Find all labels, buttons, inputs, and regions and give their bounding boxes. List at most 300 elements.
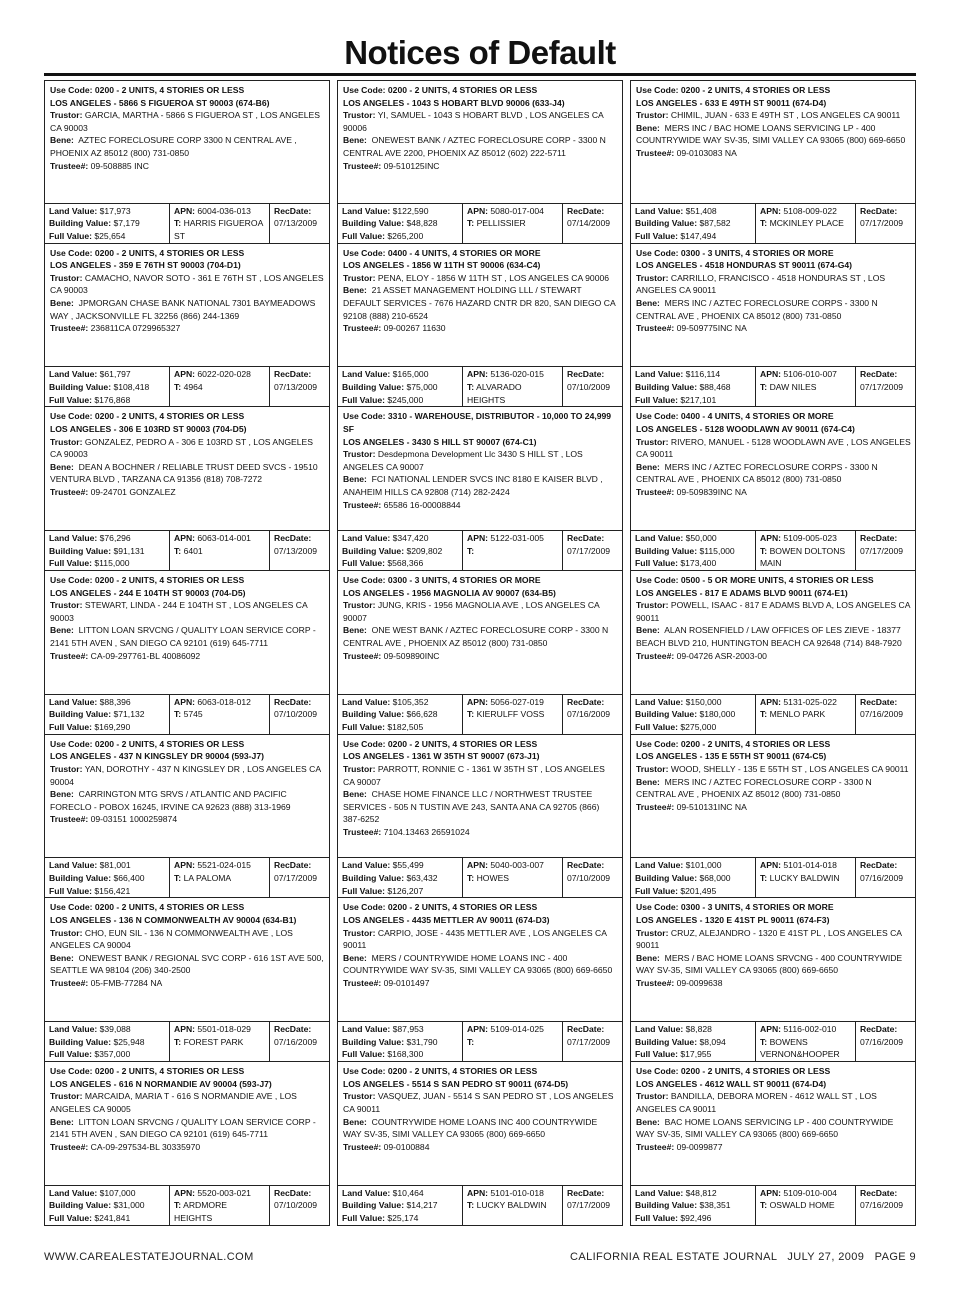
land-label: Land Value: [49,1187,98,1198]
bene-value: JPMORGAN CHASE BANK NATIONAL 7301 BAYMEADOWS WAY , JACKSONVILLE FL 32256 (866) 244-1369 [50,298,316,321]
trustee-label: Trustee#: [636,978,675,988]
tract-value: BOWENS VERNON&HOOPER [760,1036,840,1060]
apn-label: APN: [760,1024,782,1035]
value-cell [338,1186,462,1225]
recdate-label: RecDate: [860,1024,898,1035]
recdate-label: RecDate: [860,1187,898,1198]
trustor-value: GONZALEZ, PEDRO A - 306 E 103RD ST , LOS ANGELES CA 90003 [50,436,313,460]
bene-label: Bene: [636,625,660,636]
trustor-value: Desdepmona Development Llc 3430 S HILL ST , LOS ANGELES CA 90007 [343,449,583,472]
bene-line [343,473,618,498]
tract-label: T: [760,873,768,884]
trustor-label: Trustor: [343,110,376,121]
notice-values [631,203,915,243]
recdate-label: RecDate: [567,369,605,380]
trustee-line [343,322,618,335]
apn-value: 6063-018-012 [197,696,251,707]
building-label: Building Value: [49,218,112,229]
tract-value: ARDMORE HEIGHTS [174,1200,228,1223]
building-value: $75,000 [406,381,438,392]
bene-label: Bene: [50,1116,74,1127]
recdate-cell [562,204,622,243]
bene-label: Bene: [50,298,74,309]
property-address: LOS ANGELES - 136 N COMMONWEALTH AV 90004 (634-B1) [50,915,297,926]
bene-line [50,788,325,813]
bene-value: ONE WEST BANK / AZTEC FORECLOSURE CORP - 3300 N CENTRAL AVE , PHOENIX AZ 85012 (800) 731-0850 [343,625,609,649]
building-label: Building Value: [49,381,112,392]
full-value: $241,841 [94,1213,131,1223]
notice-description [631,1062,915,1185]
full-value: $168,300 [387,1049,424,1060]
bene-value: CARRINGTON MTG SRVS / ATLANTIC AND PACIFIC FORECLO - POBOX 16245, IRVINE CA 92623 (888) 313-1969 [50,789,291,812]
bene-label: Bene: [50,461,74,472]
trustor-line [343,763,618,788]
bene-label: Bene: [636,1116,660,1127]
recdate-value: 07/16/2009 [860,709,904,720]
recdate-value: 07/16/2009 [860,1036,904,1047]
bene-label: Bene: [50,789,74,800]
apn-cell [169,531,269,570]
building-value: $25,948 [113,1036,145,1047]
apn-value: 5101-010-018 [490,1187,544,1198]
recdate-cell [269,1022,329,1061]
land-label: Land Value: [635,696,684,707]
tract-label: T: [467,545,475,556]
trustee-label: Trustee#: [636,650,675,661]
land-label: Land Value: [342,696,391,707]
use-code: Use Code: 0300 - 3 UNITS, 4 STORIES OR MORE [636,247,834,258]
property-address: LOS ANGELES - 1320 E 41ST PL 90011 (674-F3) [636,915,830,926]
trustee-value: CA-09-297534-BL 30335970 [90,1141,201,1152]
use-code: Use Code: 0300 - 3 UNITS, 4 STORIES OR MORE [343,575,541,586]
tract-label: T: [467,218,475,229]
building-value: $88,468 [699,381,731,392]
trustee-label: Trustee#: [636,486,675,497]
notice-card [630,407,916,571]
trustor-value: CARPIO, JOSE - 4435 METTLER AVE , LOS ANGELES CA 90011 [343,927,607,951]
notice-values [45,366,329,406]
notice-values [45,694,329,734]
tract-value: LA PALOMA [183,873,232,884]
property-address: LOS ANGELES - 244 E 104TH ST 90003 (704-D5) [50,587,246,598]
land-label: Land Value: [635,533,684,544]
tract-value: 5745 [183,709,203,720]
land-label: Land Value: [342,369,391,380]
full-value: $147,494 [680,230,717,241]
apn-label: APN: [760,1187,782,1198]
trustor-value: CRUZ, ALEJANDRO - 1320 E 41ST PL , LOS ANGELES CA 90011 [636,927,902,951]
apn-label: APN: [174,860,196,871]
full-value: $156,421 [94,885,131,896]
building-value: $87,582 [699,218,731,229]
apn-cell [462,204,562,243]
full-label: Full Value: [635,885,678,896]
trustor-line [343,448,618,473]
bene-line [636,952,911,977]
value-cell [45,204,169,243]
building-value: $63,432 [406,873,438,884]
apn-label: APN: [174,1024,196,1035]
full-label: Full Value: [342,394,385,405]
trustor-line [636,109,911,122]
trustee-line [636,1141,911,1154]
notice-values [45,1185,329,1225]
recdate-label: RecDate: [274,860,312,871]
recdate-value: 07/17/2009 [567,1036,611,1047]
apn-value: 5108-009-022 [783,205,837,216]
tract-label: T: [174,545,182,556]
tract-label: T: [467,1200,475,1211]
use-code: Use Code: 0200 - 2 UNITS, 4 STORIES OR LESS [50,247,245,258]
apn-cell [755,858,855,897]
full-value: $25,654 [94,230,126,241]
trustor-label: Trustor: [636,436,669,447]
land-label: Land Value: [635,205,684,216]
full-value: $92,496 [680,1213,712,1223]
full-label: Full Value: [635,394,678,405]
full-label: Full Value: [49,885,92,896]
trustor-line [50,1090,325,1115]
trustee-label: Trustee#: [50,160,89,171]
bene-value: 21 ASSET MANAGEMENT HOLDING LLL / STEWART DEFAULT SERVICES - 7676 HAZARD CNTR DR 820, SAN DIEGO CA 92108 (888) 210-6524 [343,285,616,321]
land-label: Land Value: [49,696,98,707]
trustee-line [636,147,911,160]
bene-value: DEAN A BOCHNER / RELIABLE TRUST DEED SVCS - 19510 VENTURA BLVD , TARZANA CA 91356 (818) 708-7272 [50,461,318,485]
notices-grid [44,80,916,1226]
notice-card [337,735,623,899]
apn-label: APN: [467,860,489,871]
land-label: Land Value: [635,860,684,871]
full-label: Full Value: [49,230,92,241]
recdate-label: RecDate: [567,860,605,871]
bene-label: Bene: [343,625,367,636]
full-label: Full Value: [635,1049,678,1060]
apn-value: 5521-024-015 [197,860,251,871]
land-value: $105,352 [392,696,429,707]
land-label: Land Value: [342,205,391,216]
bene-label: Bene: [343,285,367,296]
trustor-value: BANDILLA, DEBORA MOREN - 4612 WALL ST , LOS ANGELES CA 90011 [636,1091,877,1114]
land-value: $61,797 [99,369,131,380]
recdate-label: RecDate: [860,860,898,871]
land-label: Land Value: [342,1187,391,1198]
building-value: $48,828 [406,218,438,229]
notice-card [44,898,330,1062]
apn-cell [462,695,562,734]
recdate-value: 07/17/2009 [860,545,904,556]
value-cell [631,367,755,406]
page-title: Notices of Default [344,34,616,71]
trustee-label: Trustee#: [50,1141,89,1152]
land-label: Land Value: [49,860,98,871]
value-cell [631,1186,755,1225]
tract-value: MCKINLEY PLACE [769,218,844,229]
bene-line [343,624,618,649]
apn-label: APN: [174,369,196,380]
recdate-value: 07/13/2009 [274,545,318,556]
recdate-cell [855,367,915,406]
apn-cell [462,1022,562,1061]
full-value: $201,495 [680,885,717,896]
trustor-value: CHIMIL, JUAN - 633 E 49TH ST , LOS ANGELES CA 90011 [670,110,901,121]
apn-label: APN: [174,533,196,544]
recdate-cell [562,367,622,406]
building-label: Building Value: [49,873,112,884]
notice-values [338,530,622,570]
notice-description [631,407,915,530]
recdate-cell [855,858,915,897]
trustor-label: Trustor: [50,927,83,938]
notice-values [631,1185,915,1225]
trustor-line [50,436,325,461]
tract-label: T: [760,1200,768,1211]
trustee-value: 09-510125INC [383,160,440,171]
property-address: LOS ANGELES - 1956 MAGNOLIA AV 90007 (634-B5) [343,587,556,598]
trustor-label: Trustor: [343,449,376,460]
land-label: Land Value: [49,533,98,544]
recdate-value: 07/13/2009 [274,218,318,229]
trustee-label: Trustee#: [50,978,89,988]
notice-values [45,530,329,570]
bene-line [343,284,618,322]
trustee-value: 09-04726 ASR-2003-00 [676,650,767,661]
trustor-value: GARCIA, MARTHA - 5866 S FIGUEROA ST , LOS ANGELES CA 90003 [50,110,320,133]
property-address: LOS ANGELES - 817 E ADAMS BLVD 90011 (674-E1) [636,587,848,598]
use-code: Use Code: 0200 - 2 UNITS, 4 STORIES OR LESS [636,1066,831,1077]
trustee-value: 7104.13463 26591024 [383,826,470,837]
building-value: $8,094 [699,1036,726,1047]
land-value: $88,396 [99,696,131,707]
building-label: Building Value: [342,709,405,720]
trustor-value: STEWART, LINDA - 244 E 104TH ST , LOS ANGELES CA 90003 [50,600,308,623]
trustor-line [636,436,911,461]
bene-label: Bene: [343,789,367,800]
notice-description [338,571,622,694]
notice-card [337,407,623,571]
value-cell [45,695,169,734]
trustee-label: Trustee#: [343,499,382,510]
full-value: $568,366 [387,558,424,569]
bene-label: Bene: [50,952,74,963]
bene-label: Bene: [343,135,367,146]
use-code: Use Code: 0200 - 2 UNITS, 4 STORIES OR LESS [50,85,245,95]
trustor-label: Trustor: [50,272,83,283]
bene-line [50,461,325,486]
building-label: Building Value: [342,1200,405,1211]
use-code: Use Code: 0400 - 4 UNITS, 4 STORIES OR MORE [343,247,541,258]
trustor-value: RIVERO, MANUEL - 5128 WOODLAWN AVE , LOS ANGELES CA 90011 [636,436,911,460]
trustor-line [50,599,325,624]
tract-value: 6401 [183,545,203,556]
tract-value: ALVARADO HEIGHTS [467,381,522,405]
notice-description [45,898,329,1021]
land-value: $87,953 [392,1024,424,1035]
full-value: $265,200 [387,230,424,241]
notice-description [631,81,915,203]
trustor-line [636,927,911,952]
use-code: Use Code: 0500 - 5 OR MORE UNITS, 4 STORIES OR LESS [636,575,874,586]
trustor-value: CARRILLO, FRANCISCO - 4518 HONDURAS ST , LOS ANGELES CA 90011 [636,272,886,296]
full-label: Full Value: [49,1213,92,1223]
bene-line [636,461,911,486]
notice-card [44,571,330,735]
recdate-label: RecDate: [860,696,898,707]
land-label: Land Value: [342,1024,391,1035]
recdate-cell [269,695,329,734]
apn-value: 5136-020-015 [490,369,544,380]
trustor-line [343,272,618,285]
apn-cell [169,367,269,406]
trustor-value: MARCAIDA, MARIA T - 616 S NORMANDIE AVE , LOS ANGELES CA 90005 [50,1091,297,1114]
trustor-label: Trustor: [50,110,83,121]
recdate-label: RecDate: [567,205,605,216]
bene-value: BAC HOME LOANS SERVICING LP - 400 COUNTRYWIDE WAY SV-35, SIMI VALLEY CA 93065 (800) 669-6650 [636,1116,894,1140]
building-label: Building Value: [635,709,698,720]
trustee-value: 09-00267 11630 [383,323,446,334]
land-label: Land Value: [635,369,684,380]
recdate-value: 07/10/2009 [567,873,611,884]
notice-card [630,735,916,899]
notice-description [338,898,622,1021]
trustor-value: CAMACHO, NAVOR SOTO - 361 E 76TH ST , LOS ANGELES CA 90003 [50,272,324,296]
land-value: $10,464 [392,1187,424,1198]
tract-value: PELLISSIER [476,218,526,229]
tract-label: T: [467,709,475,720]
apn-cell [462,1186,562,1225]
notice-card [44,244,330,408]
recdate-cell [855,531,915,570]
apn-label: APN: [467,1024,489,1035]
trustee-value: 09-0099638 [676,978,723,988]
recdate-cell [269,531,329,570]
trustor-label: Trustor: [636,272,669,283]
trustee-value: 09-03151 1000259874 [90,814,178,825]
land-value: $48,812 [685,1187,717,1198]
trustee-value: 65586 16-00008844 [383,499,461,510]
notice-card [630,571,916,735]
notice-values [45,203,329,243]
trustee-line [636,322,911,335]
trustee-value: 09-24701 GONZALEZ [90,486,176,497]
land-value: $51,408 [685,205,717,216]
apn-label: APN: [467,533,489,544]
trustor-value: PENA, ELOY - 1856 W 11TH ST , LOS ANGELES CA 90006 [377,272,610,283]
building-value: $66,628 [406,709,438,720]
building-label: Building Value: [635,218,698,229]
notice-values [631,1021,915,1061]
bene-label: Bene: [50,135,74,146]
trustee-value: 09-508885 INC [90,160,149,171]
bene-line [343,788,618,826]
bene-value: MERS / COUNTRYWIDE HOME LOANS INC - 400 COUNTRYWIDE WAY SV-35, SIMI VALLEY CA 93065 (800) 669-6650 [343,952,613,976]
full-label: Full Value: [635,558,678,569]
bene-line [50,952,325,977]
building-label: Building Value: [635,545,698,556]
bene-label: Bene: [636,952,660,963]
building-label: Building Value: [342,545,405,556]
property-address: LOS ANGELES - 4612 WALL ST 90011 (674-D4) [636,1078,827,1089]
apn-label: APN: [760,369,782,380]
building-value: $91,131 [113,545,145,556]
full-value: $357,000 [94,1049,131,1060]
full-label: Full Value: [49,558,92,569]
trustee-label: Trustee#: [343,650,382,661]
recdate-value: 07/17/2009 [567,1200,611,1211]
trustee-line [50,813,325,826]
building-label: Building Value: [342,873,405,884]
full-value: $217,101 [680,394,717,405]
full-value: $115,000 [94,558,130,569]
tract-value: MENLO PARK [769,709,826,720]
value-cell [338,204,462,243]
recdate-label: RecDate: [567,533,605,544]
land-label: Land Value: [49,369,98,380]
recdate-value: 07/10/2009 [567,381,611,392]
trustor-line [636,763,911,776]
trustee-line [50,650,325,663]
property-address: LOS ANGELES - 5128 WOODLAWN AV 90011 (674-C4) [636,423,855,434]
recdate-cell [855,695,915,734]
trustor-label: Trustor: [636,110,669,121]
apn-cell [755,1022,855,1061]
full-value: $173,400 [680,558,717,569]
footer-website[interactable]: WWW.CAREALESTATEJOURNAL.COM [44,1251,254,1263]
building-label: Building Value: [49,545,112,556]
trustor-value: PARROTT, RONNIE C - 1361 W 35TH ST , LOS ANGELES CA 90007 [343,763,605,787]
building-value: $71,132 [113,709,145,720]
trustee-value: 09-0100884 [383,1141,430,1152]
bene-value: LITTON LOAN SRVCNG / QUALITY LOAN SERVICE CORP - 2141 5TH AVEN , SAN DIEGO CA 92101 (619) 645-7711 [50,1116,316,1140]
notice-values [631,530,915,570]
value-cell [631,695,755,734]
notice-card [337,898,623,1062]
apn-cell [755,695,855,734]
trustee-label: Trustee#: [343,160,382,171]
trustor-value: VASQUEZ, JUAN - 5514 S SAN PEDRO ST , LOS ANGELES CA 90011 [343,1091,614,1114]
tract-label: T: [174,873,182,884]
trustor-line [50,763,325,788]
apn-label: APN: [467,1187,489,1198]
building-value: $209,802 [406,545,443,556]
trustor-line [343,1090,618,1115]
trustor-line [50,272,325,297]
recdate-cell [269,858,329,897]
use-code: Use Code: 0400 - 4 UNITS, 4 STORIES OR MORE [636,411,834,422]
value-cell [45,1022,169,1061]
property-address: LOS ANGELES - 359 E 76TH ST 90003 (704-D1) [50,260,241,271]
use-code: Use Code: 0200 - 2 UNITS, 4 STORIES OR LESS [343,902,538,913]
trustee-line [636,977,911,990]
apn-value: 5122-031-005 [490,533,544,544]
apn-cell [755,1186,855,1225]
property-address: LOS ANGELES - 306 E 103RD ST 90003 (704-D5) [50,423,247,434]
full-label: Full Value: [342,558,385,569]
trustee-label: Trustee#: [343,1141,382,1152]
bene-line [50,297,325,322]
building-label: Building Value: [49,1200,112,1211]
apn-label: APN: [467,696,489,707]
trustor-value: WOOD, SHELLY - 135 E 55TH ST , LOS ANGELES CA 90011 [670,763,909,774]
bene-line [50,134,325,159]
recdate-cell [269,1186,329,1225]
apn-cell [462,858,562,897]
apn-value: 5101-014-018 [783,860,837,871]
trustor-value: YAN, DOROTHY - 437 N KINGSLEY DR , LOS ANGELES CA 90004 [50,763,321,787]
building-label: Building Value: [342,381,405,392]
trustee-line [50,322,325,335]
trustor-line [343,927,618,952]
building-value: $115,000 [699,545,735,556]
